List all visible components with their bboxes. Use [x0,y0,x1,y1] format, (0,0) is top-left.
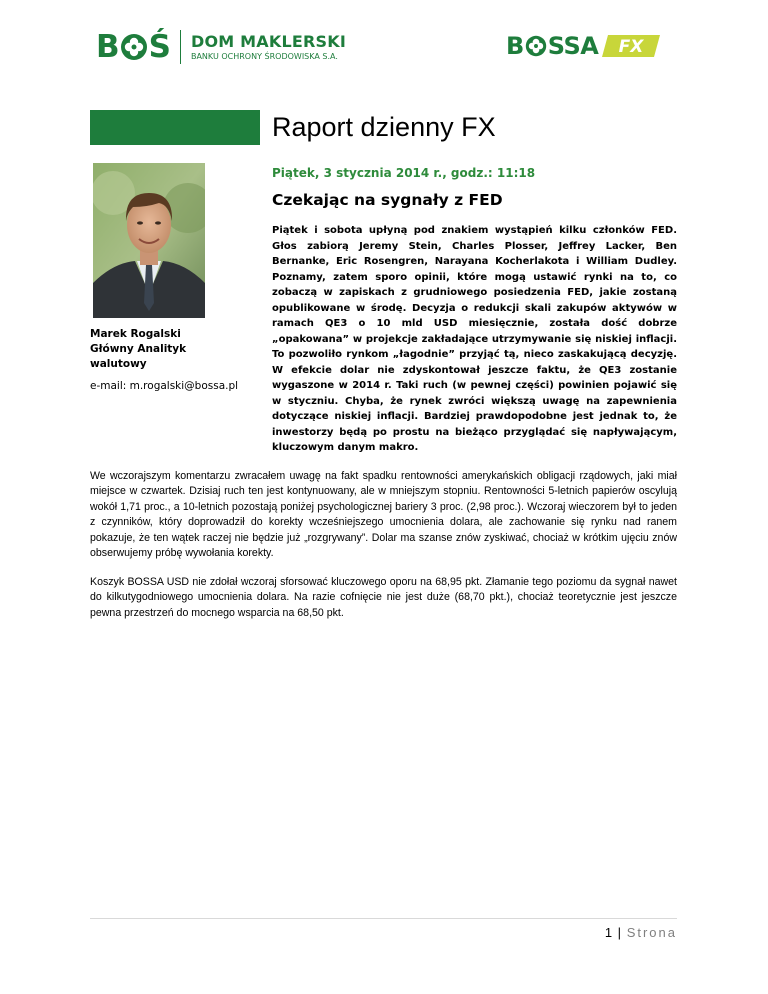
logo-divider [180,30,181,64]
body-paragraph-2: Koszyk BOSSA USD nie zdołał wczoraj sforsować kluczowego oporu na 68,95 pkt. Złamanie tego poziomu da sygnał nawet do kilkutygodniowego umocnienia dolara. Na razie cofnięcie nie jest duże (68,70 pkt.), chociaż teoretycznie jest jeszcze pewna przestrzeń do mocnego wsparcia na 68,50 pkt. [90,576,677,619]
title-accent-bar [90,110,260,145]
analyst-portrait-image [93,163,205,318]
page-separator: | [617,925,623,940]
analyst-role-line2: walutowy [90,358,147,370]
analyst-name: Marek Rogalski [90,328,181,340]
broker-name-block [191,33,346,62]
body-paragraph-1: We wczorajszym komentarzu zwracałem uwagę na fakt spadku rentowności amerykańskich obligacji rządowych, jaki miał miejsce w czwartek. Dzisiaj ruch ten jest kontynuowany, ale w mniejszym stopniu. Rentowności 5-letnich papierów oscylują wokół 1,71 proc., a 10-letnich pozostają poniżej psychologicznej bariery 3 proc. (2,98 proc.). Wczoraj wieczorem był to jeden z czynników, który doprowadził do korekty wcześniejszego umocnienia dolara, ale zachowanie się rynku nad ranem pokazuje, że ten wątek raczej nie będzie już „rozgrywany”. Dolar ma szanse znów zyskiwać, chociaż w krótkim ujęciu znów obserwujemy próbę wywołania korekty. [90,470,677,560]
bos-logo [96,27,346,67]
bossa-wordmark [506,32,598,60]
report-title: Raport dzienny FX [272,112,496,142]
analyst-photo [93,163,205,318]
fx-logo-text: FX [619,37,644,57]
page-number: 1 [604,925,614,940]
analyst-info [90,327,186,372]
clover-icon [120,33,148,61]
bossa-letters-ssa: SSA [547,32,599,60]
analyst-email[interactable]: e-mail: m.rogalski@bossa.pl [90,380,239,392]
report-headline: Czekając na sygnały z FED [272,191,503,209]
footer-divider [90,918,677,919]
page-footer [605,925,677,940]
bossa-fx-logo [506,32,660,60]
broker-subtitle: BANKU OCHRONY ŚRODOWISKA S.A. [190,51,338,61]
bos-logo-letter-s: Ś [148,29,170,65]
broker-title: DOM MAKLERSKI [190,31,346,51]
bos-logo-letter-b: B [96,29,119,65]
report-date: Piątek, 3 stycznia 2014 r., godz.: 11:18 [272,166,536,180]
lead-paragraph: Piątek i sobota upłyną pod znakiem wystąpień kilku członków FED. Głos zabiorą Jeremy Stein, Charles Plosser, Jeffrey Lacker, Ben Bernanke, Eric Rosengren, Narayana Kocherlakota i William Dudley. Poznamy, zatem sporo opinii, które mogą ustawić rynki na to, co zobaczą w zapiskach z grudniowego posiedzenia FED, jakie zostaną opublikowane w środę. Decyzja o redukcji skali zakupów aktywów w ramach QE3 o 10 mld USD miesięcznie, została dość dobrze „opakowana” w projekcje zakładające utrzymywanie się niskiej inflacji. To pozwoliło rynkom „łagodnie” przyjąć tą, nieco zaskakującą decyzję. W efekcie dolar nie zdyskontował jeszcze faktu, że QE3 zostanie wygaszone w 2014 r. Taki ruch (w pewnej części) powinien pojawić się w styczniu. Chyba, że rynek zwróci większą uwagę na zapewnienia dotyczące niskiej inflacji. Bardziej prawdopodobne jest jednak to, że inwestorzy będą po prostu na bieżąco przyglądać się napływającym, kluczowym danym makro. [272,225,677,453]
bossa-letter-b: B [506,32,524,60]
fx-logo-badge [602,35,660,57]
page-label: Strona [626,925,677,940]
clover-icon [525,35,547,57]
analyst-role-line1: Główny Analityk [90,343,187,355]
bos-logo-wordmark [96,29,170,65]
